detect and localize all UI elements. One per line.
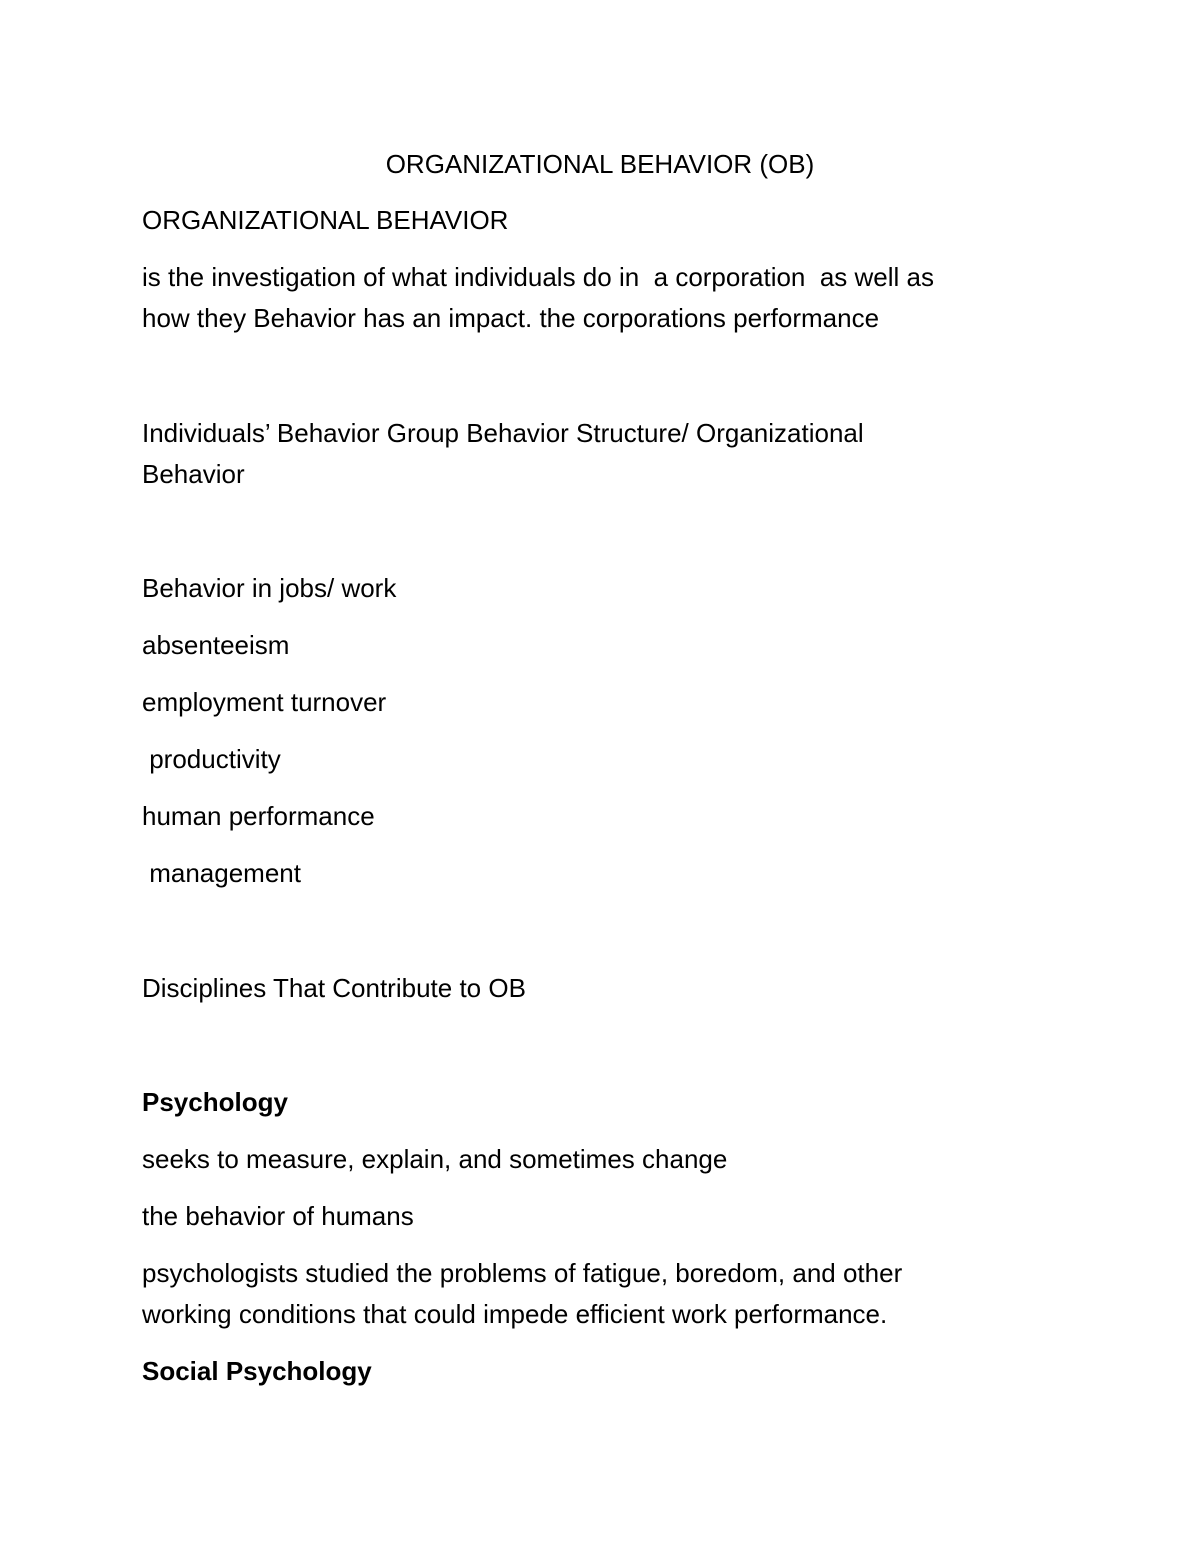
psychology-heading: Psychology — [142, 1087, 288, 1117]
jobs-item: productivity — [142, 744, 281, 774]
jobs-item: human performance — [142, 801, 375, 831]
jobs-item: absenteeism — [142, 630, 290, 660]
psychology-line-4: working conditions that could impede efficient work performance. — [142, 1299, 888, 1329]
levels-line-2: Behavior — [142, 459, 245, 489]
psychology-line-2: the behavior of humans — [142, 1201, 414, 1231]
psychology-line-3: psychologists studied the problems of fatigue, boredom, and other — [142, 1258, 903, 1288]
definition-line-1: is the investigation of what individuals do in a corporation as well as — [142, 262, 934, 292]
jobs-heading: Behavior in jobs/ work — [142, 573, 397, 603]
document-title: ORGANIZATIONAL BEHAVIOR (OB) — [385, 149, 815, 179]
social-psychology-heading: Social Psychology — [142, 1356, 372, 1386]
jobs-item: employment turnover — [142, 687, 387, 717]
definition-line-2: how they Behavior has an impact. the corporations performance — [142, 303, 880, 333]
jobs-item: management — [142, 858, 301, 888]
disciplines-heading: Disciplines That Contribute to OB — [142, 973, 526, 1003]
psychology-line-1: seeks to measure, explain, and sometimes change — [142, 1144, 728, 1174]
levels-line-1: Individuals’ Behavior Group Behavior Structure/ Organizational — [142, 418, 864, 448]
section-heading-ob: ORGANIZATIONAL BEHAVIOR — [142, 205, 509, 235]
